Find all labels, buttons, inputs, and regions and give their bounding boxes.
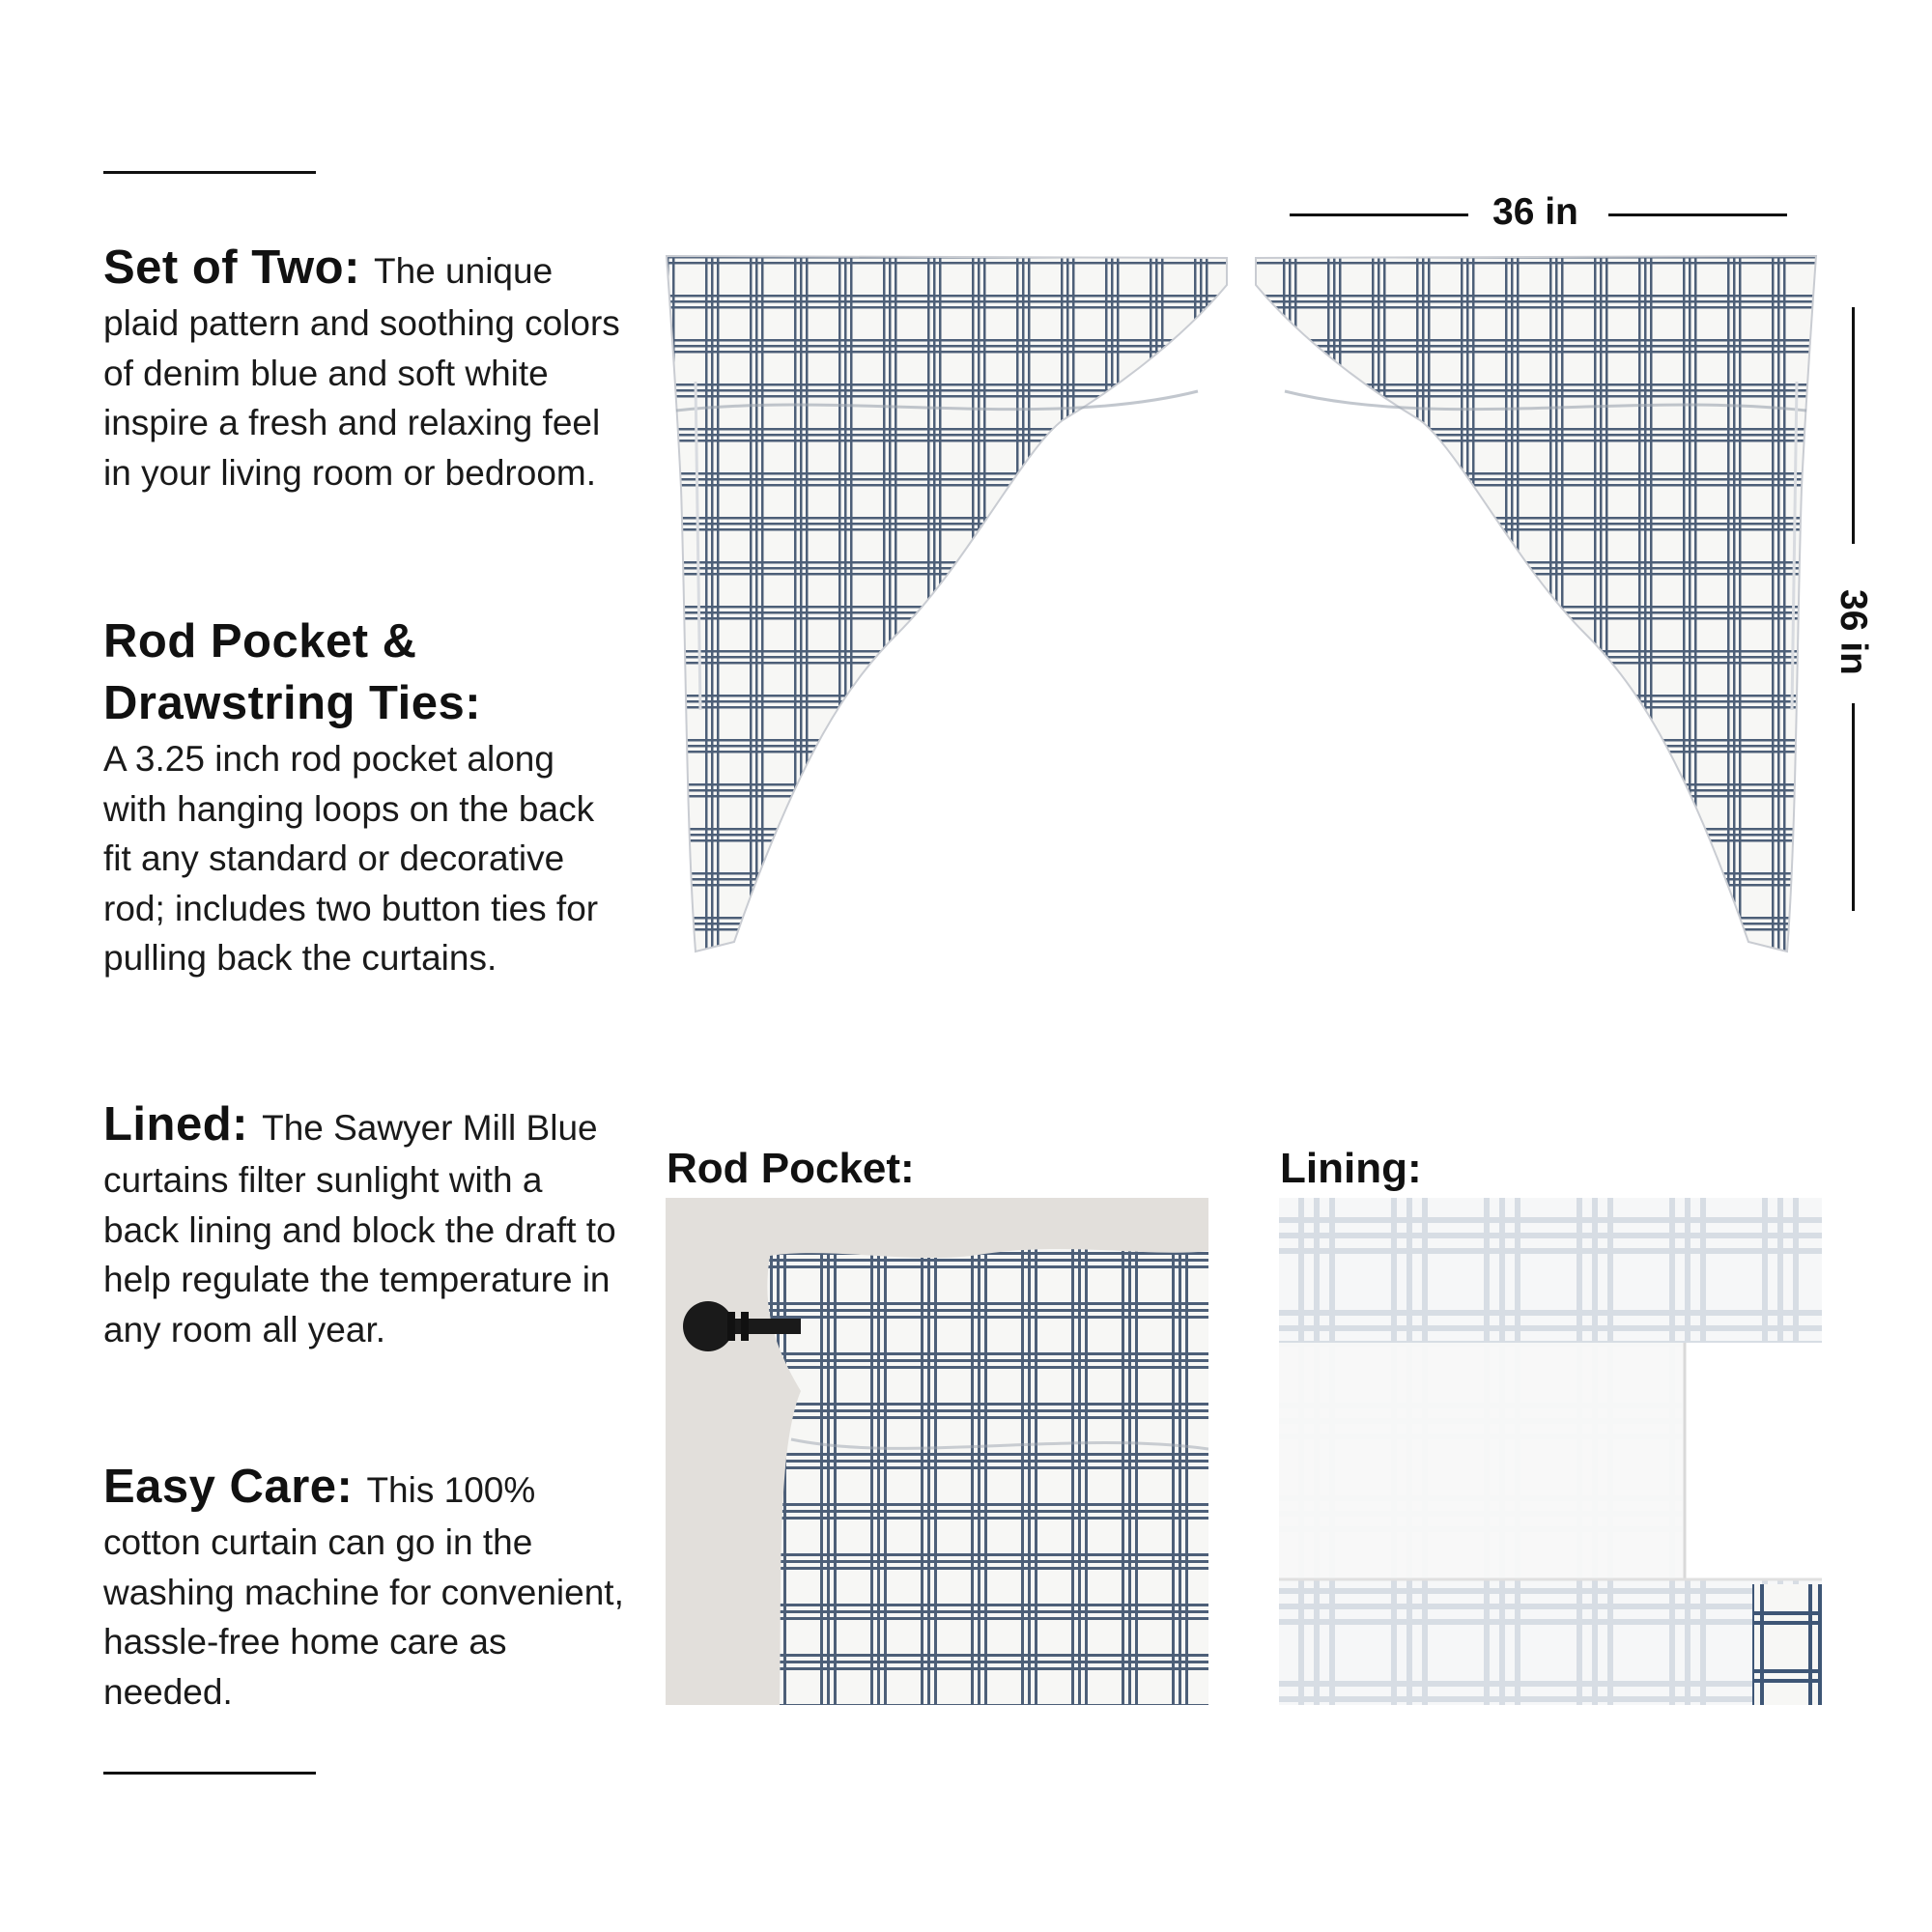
rod-finial (683, 1301, 733, 1351)
feature-rod-pocket (103, 611, 625, 983)
feature-title: Rod Pocket & Drawstring Ties: (103, 615, 482, 729)
feature-lined (103, 1094, 625, 1354)
lining-fabric (1279, 1343, 1685, 1579)
width-dimension-line-left (1290, 213, 1468, 216)
feature-text: This 100% cotton curtain can go in the washing machine for convenient, hassle-free home care as needed. (103, 1470, 624, 1712)
right-curtain-panel (1256, 256, 1816, 952)
height-dimension-line-bottom (1852, 703, 1855, 911)
feature-text: The unique plaid pattern and soothing colors of denim blue and soft white inspire a fresh and relaxing feel in your living room or bedroom. (103, 251, 620, 493)
feature-title: Set of Two: (103, 242, 374, 294)
left-curtain-panel (667, 256, 1227, 952)
top-divider (103, 171, 316, 174)
feature-text: The Sawyer Mill Blue curtains filter sunlight with a back lining and block the draft to help regulate the temperature in any room all year. (103, 1108, 616, 1350)
rod-pocket-label: Rod Pocket: (667, 1145, 915, 1192)
width-dimension-line-right (1608, 213, 1787, 216)
lining-label: Lining: (1280, 1145, 1422, 1192)
feature-easy-care (103, 1456, 625, 1717)
bottom-divider (103, 1772, 316, 1775)
feature-title: Easy Care: (103, 1461, 367, 1513)
lining-hem (1685, 1343, 1822, 1579)
face-fabric-corner (1752, 1584, 1822, 1705)
height-dimension-line-top (1852, 307, 1855, 544)
height-dimension-label: 36 in (1833, 589, 1874, 675)
lining-detail-photo (1279, 1198, 1822, 1705)
feature-set-of-two (103, 237, 625, 497)
feature-text: A 3.25 inch rod pocket along with hanging loops on the back fit any standard or decorative rod; includes two button ties for pulling back the curtains. (103, 739, 599, 978)
curtain-fabric (767, 1249, 1208, 1705)
rod-pocket-detail-photo (666, 1198, 1208, 1705)
width-dimension-label: 36 in (1492, 191, 1578, 233)
curtain-pair-illustration (657, 246, 1835, 971)
feature-title: Lined: (103, 1098, 263, 1151)
